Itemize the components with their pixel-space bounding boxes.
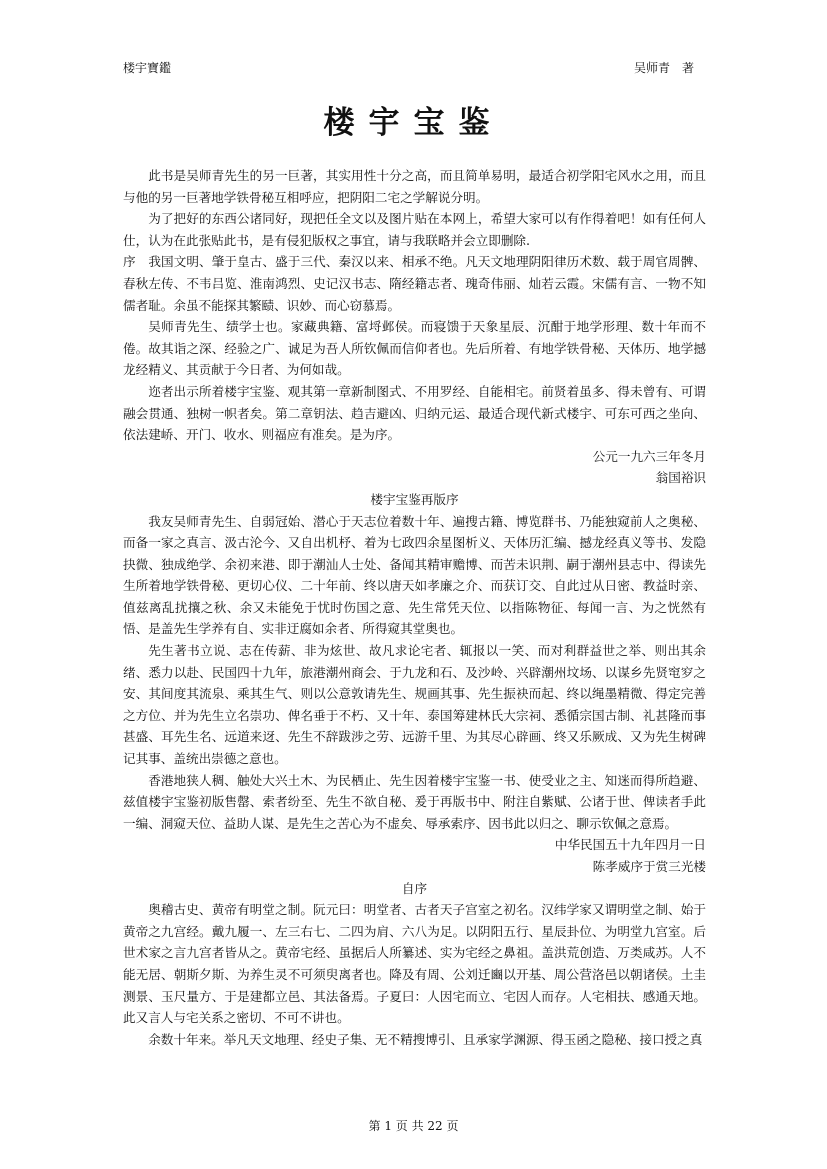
preface-2-paragraph: 我友吴师青先生、自弱冠始、潜心于天志位着数十年、遍搜古籍、博览群书、乃能独窥前人之奥秘、而备一家之真言、汲古沦今、又自出机杼、着为七政四余星图析义、天体历汇编、撼龙经真义等书、发隐抉微、独成绝学、余初来港、即于潮汕人士处、备闻其精审赡博、而苦未识荆、嗣于潮州县志中、得读先生所着地学铁骨秘、更切心仪、二十年前、终以唐天如孝廉之介、而获订交、自此过从日密、教益时亲、值兹离乱扰攘之秋、余又未能免于忧时伤国之意、先生常凭天位、以指陈物征、每闻一言、为之恍然有悟、是盖先生学养有自、实非迂腐如余者、所得窥其堂奥也。 (123, 513, 706, 637)
page-title: 楼宇宝鉴 (323, 105, 504, 141)
preface-1-paragraph: 迩者出示所着楼宇宝鉴、观其第一章新制图式、不用罗经、自能相宅。前贤着虽多、得未曾有、可谓融会贯通、独树一帜者矣。第二章钥法、趋吉避凶、归纳元运、最适合现代新式楼宇、可东可西之坐向、依法建峤、开门、收水、则福应有准矣。是为序。 (123, 383, 706, 443)
intro-paragraph-2: 为了把好的东西公诸同好，现把任全文以及图片贴在本网上，希望大家可以有作得着吧！如有任何人仕，认为在此张贴此书，是有侵犯版权之事宜，请与我联略并会立即删除. (123, 211, 706, 248)
running-header-author: 吴师青 著 (633, 61, 694, 75)
preface-1-signature: 翁国裕识 (655, 470, 706, 486)
preface-2-paragraph: 香港地狭人稠、触处大兴土木、为民栖止、先生因着楼宇宝鉴一书、使受业之主、知迷而得所趋避、兹值楼宇宝鉴初版售罄、索者纷至、先生不欲自秘、爰于再版书中、附注自紫赋、公诸于世、俾读者手此一编、洞窥天位、益助人谋、是先生之苦心为不虚矣、辱承索序、因书此以归之、聊示钦佩之意焉。 (123, 772, 706, 831)
preface-3-heading: 自序 (401, 880, 428, 896)
preface-3-paragraph: 奥稽古史、黄帝有明堂之制。阮元曰：明堂者、古者天子宫室之初名。汉纬学家又谓明堂之制、始于黄帝之九宫经。戴九履一、左三右七、二四为肩、六八为足。以阴阳五行、星辰卦位、为明堂九宫室。后世术家之言九宫者皆从之。黄帝宅经、虽据后人所纂述、实为宅经之鼻祖。盖洪荒创造、万类咸苏。人不能无居、朝斯夕斯、为养生灵不可须臾离者也。降及有周、公刘迁豳以开基、周公营洛邑以朝诸侯。土圭测景、玉尺量方、于是建都立邑、其法备焉。子夏曰：人因宅而立、宅因人而存。人宅相扶、感通天地。此又言人与宅关系之密切、不可不讲也。 (123, 902, 706, 1026)
document-body (123, 165, 706, 1050)
running-header-title: 楼宇寶鑑 (123, 61, 172, 75)
intro-paragraph-1: 此书是吴师青先生的另一巨著，其实用性十分之高，而且简单易明，最适合初学阳宅风水之用，而且与他的另一巨著地学铁骨秘互相呼应，把阴阳二宅之学解说分明。 (123, 168, 706, 205)
preface-3-paragraph: 余数十年来。举凡天文地理、经史子集、无不精搜博引、且承家学渊源、得玉函之隐秘、接口授之真 (148, 1031, 703, 1047)
preface-1-date: 公元一九六三年冬月 (592, 448, 706, 464)
preface-1-paragraph: 吴师青先生、绩学士也。家藏典籍、富埒邺侯。而寝馈于天象星辰、沉酣于地学形理、数十年而不倦。故其诣之深、经验之广、诚足为吾人所钦佩而信仰者也。先后所着、有地学铁骨秘、天体历、地学撼龙经精义、其贡献于今日者、为何如哉。 (123, 319, 706, 378)
preface-1-opening: 序 我国文明、肇于皇古、盛于三代、秦汉以来、相承不绝。凡天文地理阴阳律历术数、载于周官周髀、春秋左传、不韦吕览、淮南鸿烈、史记汉书志、隋经籍志者、瑰奇伟丽、灿若云霞。宋儒有言、一物不知儒者耻。余虽不能探其繁赜、识妙、而心窃慕焉。 (123, 254, 706, 313)
page-number: 第 1 页 共 22 页 (368, 1119, 459, 1133)
preface-2-date: 中华民国五十九年四月一日 (554, 837, 706, 853)
preface-2-heading: 楼宇宝鉴再版序 (370, 491, 459, 507)
preface-2-signature: 陈孝威序于赏三光楼 (592, 859, 706, 874)
preface-2-paragraph: 先生著书立说、志在传薪、非为炫世、故凡求论宅者、辄报以一笑、而对利群益世之举、则出其余绪、悉力以赴、民国四十九年，旅港潮州商会、于九龙和石、及沙岭、兴辟潮州坟场、以谋乡先贤窀穸之安、其间度其流泉、乘其生气、则以公意敦请先生、规画其事、先生振袂而起、终以绳墨精微、得定完善之方位、并为先生立名崇功、俾名垂于不朽、又十年、泰国筹建林氏大宗祠、悉循宗国古制、礼甚隆而事甚盛、耳先生名、远道来迓、先生不辞跋涉之劳、远游千里、为其尽心辟画、终又乐厥成、又为先生树碑记其事、盖统出崇德之意也。 (123, 643, 706, 767)
